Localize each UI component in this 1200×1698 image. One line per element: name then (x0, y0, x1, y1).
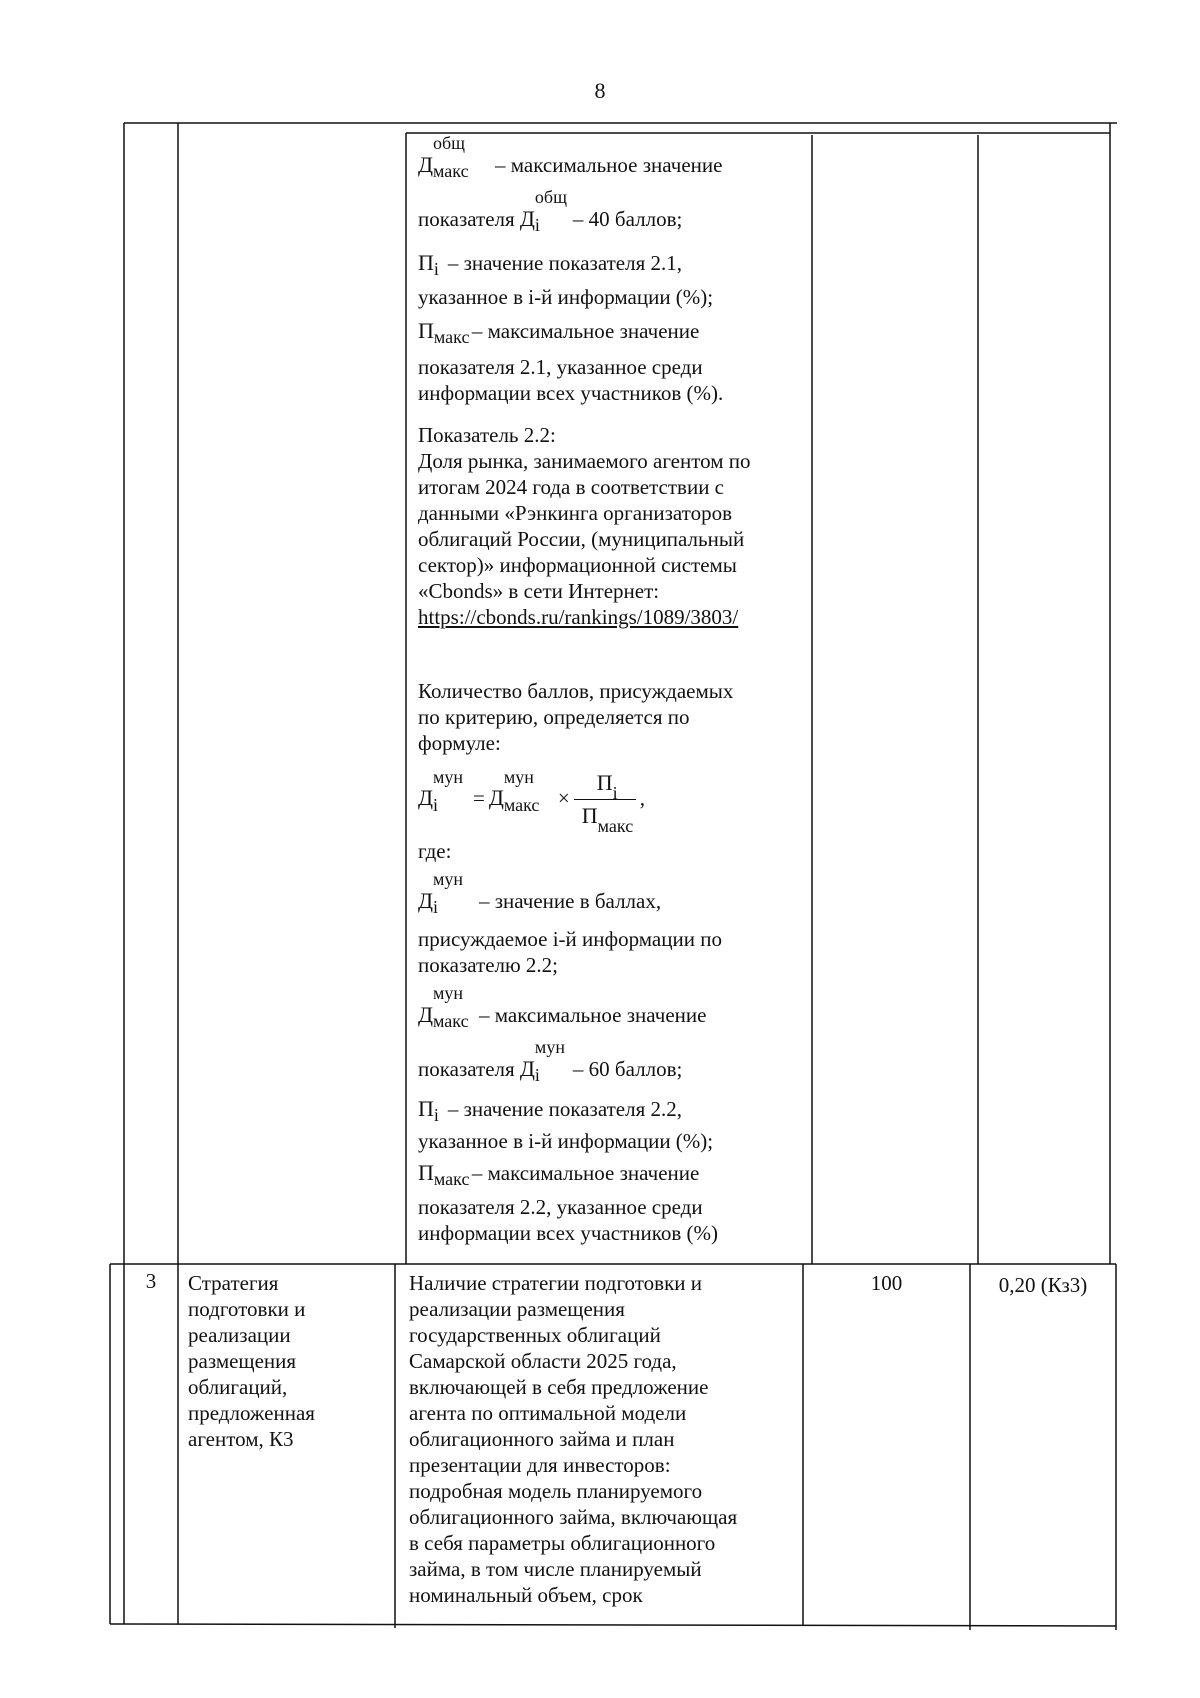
times-sign: × (557, 786, 570, 810)
score-intro: Количество баллов, присуждаемых по критерию, определяется по формуле: (418, 679, 734, 755)
fraction-bar (574, 799, 636, 800)
equals-sign: = (473, 786, 485, 810)
symbol-p: П макс (418, 1160, 470, 1189)
symbol-d: Д общ i (519, 187, 567, 235)
fraction-denominator: П макс (581, 803, 634, 837)
description-cell-criterion-2-lower (418, 678, 808, 1246)
symbol-d: Д мун i (418, 869, 464, 917)
row3-criterion: Стратегия подготовки и реализации размещения облигаций, предложенная агентом, К3 (188, 1271, 315, 1451)
definition-p-max: П макс – максимальное значение (418, 314, 808, 348)
symbol-d: Д мун i (519, 1037, 565, 1085)
symbol-p: П макс (418, 318, 470, 347)
definition-d-total-max: Д общ макс – максимальное значение (418, 133, 723, 181)
description-cell-criterion-2 (418, 133, 808, 630)
fraction-numerator: П i (596, 770, 618, 804)
definition-d-mun-max: Д мун макс – максимальное значение (418, 983, 707, 1031)
definition-d-total-max-cont: показателя Д общ i – 40 баллов; (418, 187, 683, 235)
definition-p-max-2-cont: показателя 2.2, указанное среди информации всех участников (%) (418, 1195, 718, 1245)
symbol-d-lhs: Д мун i (418, 767, 464, 815)
symbol-d-rhs: Д мун макс (488, 767, 540, 815)
definition-p-max-cont: показателя 2.1, указанное среди информации всех участников (%). (418, 355, 724, 405)
definition-p-max-2: П макс – максимальное значение (418, 1156, 808, 1190)
row3-description: Наличие стратегии подготовки и реализации размещения государственных облигаций Самарской области 2025 года, включающей в себя предложение агента по оптимальной модели облигационного займа и план презентации для инвесторов: подробная модель планируемого облигационного займа, включающая в себя параметры облигационного займа, в том числе планируемый номинальный объем, срок (409, 1271, 738, 1607)
page-number: 8 (594, 78, 606, 103)
row3-number: 3 (145, 1269, 157, 1293)
definition-p-i-2: П i – значение показателя 2.2, (418, 1092, 808, 1126)
row3-weight: 0,20 (Кз3) (998, 1273, 1088, 1297)
cbonds-link[interactable]: https://cbonds.ru/rankings/1089/3803/ (418, 605, 739, 629)
symbol-d: Д мун макс (418, 983, 469, 1031)
definition-d-mun-i: Д мун i – значение в баллах, (418, 869, 662, 917)
fraction (570, 770, 640, 837)
where-label: где: (418, 839, 452, 863)
symbol-d: Д общ макс (418, 133, 469, 181)
cbonds-link-row (418, 604, 808, 630)
symbol-p: П i (418, 1096, 439, 1125)
row3-max-score: 100 (870, 1271, 903, 1295)
definition-p-i: П i – значение показателя 2.1, (418, 246, 808, 280)
indicator-text: Доля рынка, занимаемого агентом по итогам 2024 года в соответствии с данными «Рэнкинга организаторов облигаций России, (муниципальный сектор)» информационной системы «Cbonds» в сети Интернет: (418, 449, 751, 603)
indicator-title: Показатель 2.2: (418, 423, 556, 447)
score-formula: Д мун i = Д мун макс × П i П макс , (418, 758, 808, 838)
definition-d-mun-max-cont: показателя Д мун i – 60 баллов; (418, 1037, 683, 1085)
definition-p-i-2-cont: указанное в i-й информации (%); (418, 1129, 714, 1153)
symbol-p: П i (418, 250, 439, 279)
definition-d-mun-i-cont: присуждаемое i-й информации по показателю 2.2; (418, 927, 722, 977)
definition-p-i-cont: указанное в i-й информации (%); (418, 285, 714, 309)
